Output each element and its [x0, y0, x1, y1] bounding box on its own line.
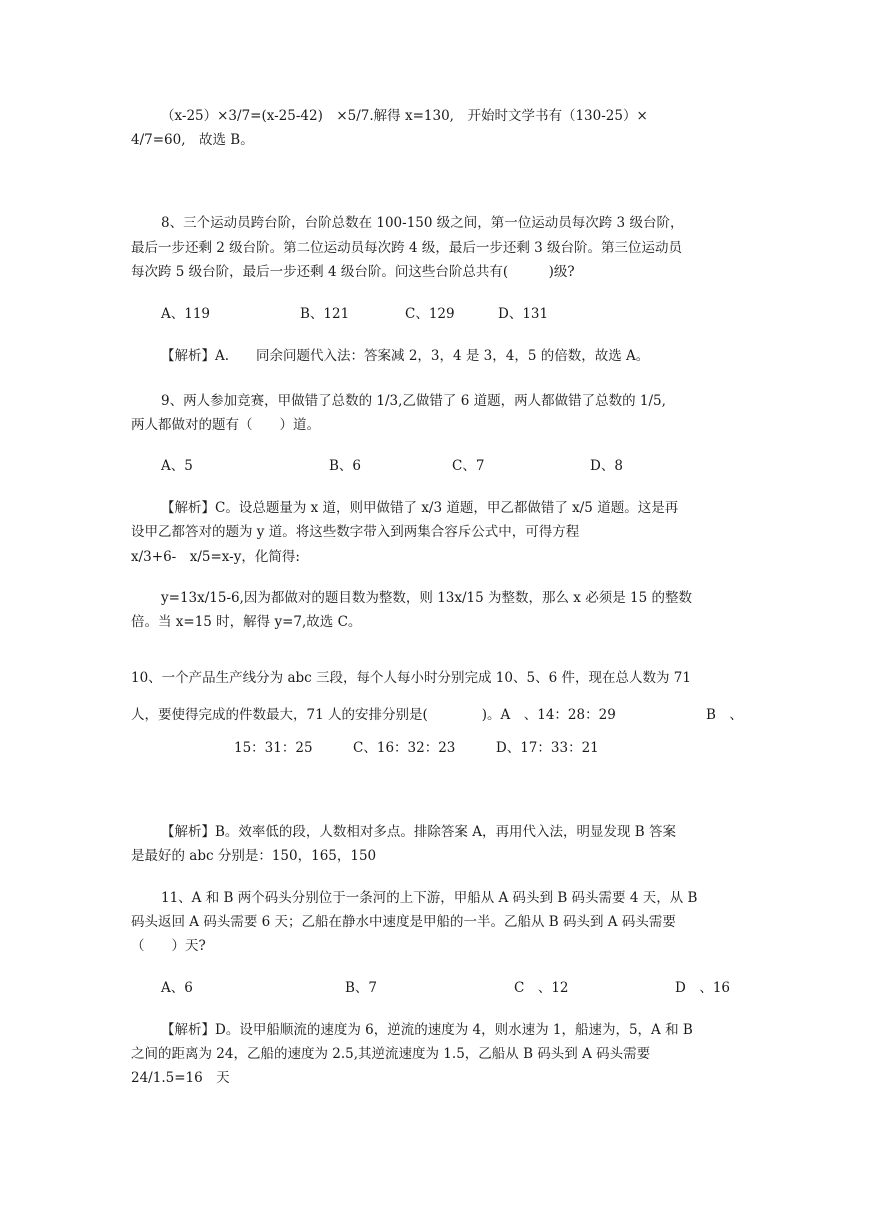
q9-option-b: B、6: [329, 458, 362, 474]
q8-line-1: 8、三个运动员跨台阶，台阶总数在 100-150 级之间，第一位运动员每次跨 3 级台阶，: [161, 215, 684, 231]
q9-option-a: A、5: [161, 458, 193, 474]
q9-line-2: 两人都做对的题有（ ）道。: [131, 417, 320, 433]
q9-answer-line-5: 倍。当 x=15 时，解得 y=7,故选 C。: [131, 614, 362, 630]
q10-line-3: 15：31：25 C、16：32：23 D、17：33：21: [234, 740, 599, 756]
q8-line-2: 最后一步还剩 2 级台阶。第二位运动员每次跨 4 级，最后一步还剩 3 级台阶。第三位运动员: [131, 240, 683, 256]
q9-option-c: C、7: [452, 458, 485, 474]
q10-line-1: 10、一个产品生产线分为 abc 三段，每个人每小时分别完成 10、5、6 件，现在总人数为 71: [131, 670, 691, 686]
q8-option-b: B、121: [300, 306, 350, 322]
q11-option-b: B、7: [345, 980, 378, 996]
q11-line-3: （ ）天?: [131, 938, 206, 954]
q8-answer: 【解析】A. 同余问题代入法：答案减 2，3，4 是 3，4，5 的倍数，故选 A。: [161, 348, 650, 364]
q9-option-d: D、8: [590, 458, 623, 474]
q9-answer-line-2: 设甲乙都答对的题为 y 道。将这些数字带入到两集合容斥公式中，可得方程: [131, 524, 580, 540]
q9-line-1: 9、两人参加竞赛，甲做错了总数的 1/3,乙做错了 6 道题，两人都做错了总数的 1/5,: [161, 393, 666, 409]
q11-answer-line-1: 【解析】D。设甲船顺流的速度为 6，逆流的速度为 4，则水速为 1，船速为，5，A 和 B: [161, 1022, 693, 1038]
q11-option-d: D 、16: [675, 980, 731, 996]
q10-answer-line-1: 【解析】B。效率低的段，人数相对多点。排除答案 A，再用代入法，明显发现 B 答案: [161, 824, 676, 840]
q8-option-a: A、119: [161, 306, 211, 322]
q11-answer-line-3: 24/1.5=16 天: [131, 1070, 230, 1086]
q11-line-2: 码头返回 A 码头需要 6 天；乙船在静水中速度是甲船的一半。乙船从 B 码头到 A 码头需要: [131, 914, 676, 930]
q9-answer-line-3: x/3+6- x/5=x-y，化简得:: [131, 549, 300, 565]
solution-continued-line-1: （x-25）×3/7=(x-25-42) ×5/7.解得 x=130, 开始时文学书有（130-25）×: [161, 108, 648, 124]
q11-option-a: A、6: [161, 980, 193, 996]
q8-line-3: 每次跨 5 级台阶，最后一步还剩 4 级台阶。问这些台阶总共有( )级?: [131, 264, 575, 280]
q10-line-2: 人，要使得完成的件数最大，71 人的安排分别是( )。A 、14：28：29: [131, 707, 616, 723]
q10-line-2-option-b: B 、: [706, 707, 743, 723]
q8-option-d: D、131: [498, 306, 549, 322]
q11-line-1: 11、A 和 B 两个码头分别位于一条河的上下游，甲船从 A 码头到 B 码头需要 4 天，从 B: [161, 890, 698, 906]
q8-option-c: C、129: [405, 306, 455, 322]
q11-option-c: C 、12: [514, 980, 569, 996]
q11-answer-line-2: 之间的距离为 24，乙船的速度为 2.5,其逆流速度为 1.5，乙船从 B 码头到 A 码头需要: [131, 1046, 651, 1062]
q9-answer-line-1: 【解析】C。设总题量为 x 道，则甲做错了 x/3 道题，甲乙都做错了 x/5 道题。这是再: [161, 500, 679, 516]
q10-answer-line-2: 是最好的 abc 分别是：150，165，150: [131, 848, 377, 864]
q9-answer-line-4: y=13x/15-6,因为都做对的题目数为整数，则 13x/15 为整数，那么 x 必须是 15 的整数: [161, 590, 692, 606]
solution-continued-line-2: 4/7=60, 故选 B。: [131, 132, 254, 148]
